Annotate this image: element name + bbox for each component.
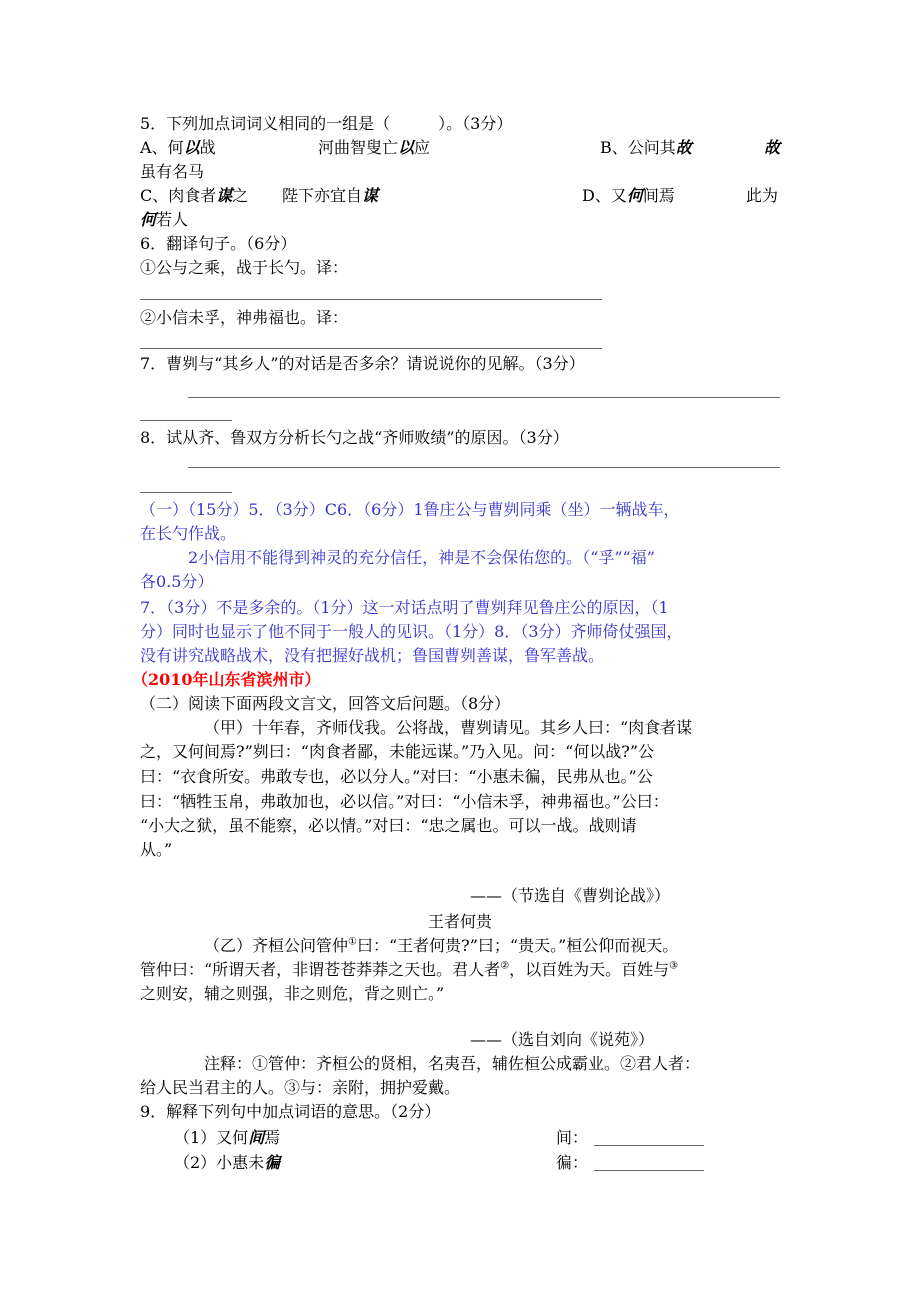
q5-option-c2 [282, 184, 378, 208]
q5-option-a [140, 136, 216, 160]
q5-option-d [582, 184, 675, 208]
q9-item-1-label: 间： [556, 1128, 589, 1147]
q7-answer-line-1[interactable] [188, 397, 780, 398]
jia-source: ——（节选自《曹刿论战》） [470, 886, 671, 905]
yi-line-3: 之则安，辅之则强，非之则危，背之则亡。” [140, 984, 445, 1003]
q6-sentence-2: ②小信未孚，神弗福也。译： [140, 308, 349, 327]
yi-line-1-a: （乙）齐桓公问管仲 [204, 936, 349, 955]
answer-line-2: 在长勺作战。 [140, 524, 237, 543]
q5-b-em1: 故 [675, 138, 692, 157]
q5-a-end: 应 [414, 138, 431, 157]
footnote-ref-2: ② [500, 960, 510, 972]
q6-sentence-1: ①公与之乘，战于长勺。译： [140, 258, 349, 277]
q9-item-2-pre: （2）小惠未 [174, 1153, 265, 1172]
yi-line-1-b: 曰：“王者何贵?”曰；“贵天。”桓公仰而视天。 [356, 936, 679, 955]
jia-line-2: 之，又何间焉?”刿曰：“肉食者鄙，未能远谋。”乃入见。问：“何以战?”公 [140, 742, 655, 761]
q9-item-1-post: 焉 [264, 1128, 281, 1147]
q5-option-d-cont [140, 208, 188, 232]
q5-d-mid: 间焉 [642, 186, 675, 205]
q8-answer-line-1[interactable] [188, 467, 780, 468]
note-line-1: 注释：①管仲：齐桓公的贤相，名夷吾，辅佐桓公成霸业。②君人者： [204, 1054, 701, 1073]
jia-line-3: 曰：“衣食所安。弗敢专也，必以分人。”对曰：“小惠未徧，民弗从也。”公 [140, 767, 653, 786]
q9-stem: 9．解释下列句中加点词语的意思。（2分） [140, 1102, 441, 1121]
q5-option-b-cont: 虽有名马 [140, 162, 205, 181]
yi-line-2-a: 管仲曰：“所谓天者，非谓苍苍莽莽之天也。君人者 [140, 960, 501, 979]
q5-a-em2: 以 [398, 138, 415, 157]
q9-item-2-label: 徧： [556, 1153, 589, 1172]
q8-answer-line-2[interactable] [140, 492, 232, 493]
q5-d-cont: 若人 [156, 210, 189, 229]
q5-a-label: A、何 [140, 138, 184, 157]
q5-option-d2: 此为 [746, 186, 779, 205]
yi-title: 王者何贵 [428, 912, 493, 931]
yi-line-2-b: ，以百姓为天。百姓与 [509, 960, 670, 979]
note-line-2: 给人民当君主的人。③与：亲附，拥护爱戴。 [140, 1078, 461, 1097]
q5-a-b: 河曲智叟亡 [318, 138, 399, 157]
q5-c-b: 陛下亦宜自 [282, 186, 363, 205]
answer-line-6: 分）同时也显示了他不同于一般人的见识。（1分）8．（3分）齐师倚仗强国， [140, 622, 683, 641]
answer-line-5: 7．（3分）不是多余的。（1分）这一对话点明了曹刿拜见鲁庄公的原因，（1 [140, 598, 669, 617]
q5-option-b [600, 136, 692, 160]
q5-b-label: B、公问其 [600, 138, 676, 157]
q7-answer-line-2[interactable] [140, 420, 232, 421]
jia-line-6: 从。” [140, 840, 173, 859]
q5-c-mid: 之 [232, 186, 249, 205]
q5-d-em2: 何 [140, 210, 157, 229]
part2-intro: （二）阅读下面两段文言文，回答文后问题。（8分） [140, 694, 511, 713]
answer-line-1: （一）（15分）5．（3分）C6．（6分）1鲁庄公与曹刿同乘（坐）一辆战车， [140, 500, 680, 519]
q5-option-c [140, 184, 248, 208]
q5-option-b2 [764, 136, 780, 160]
q7-stem: 7．曹刿与“其乡人”的对话是否多余？请说说你的见解。（3分） [140, 354, 585, 373]
yi-source: ——（选自刘向《说苑》） [470, 1030, 655, 1049]
q5-d-em1: 何 [626, 186, 643, 205]
q9-item-2-em: 徧 [264, 1153, 281, 1172]
q5-stem: 5．下列加点词词义相同的一组是（ ）。（3分） [140, 114, 513, 133]
jia-line-4: 曰：“牺牲玉帛，弗敢加也，必以信。”对曰：“小信未孚，神弗福也。”公曰： [140, 792, 669, 811]
q5-a-mid: 战 [199, 138, 216, 157]
q9-answer-line-2[interactable] [594, 1170, 704, 1171]
q9-item-1-em: 间 [248, 1128, 265, 1147]
answer-line-7: 没有讲究战略战术，没有把握好战机；鲁国曹刿善谋，鲁军善战。 [140, 646, 605, 665]
q9-item-1 [174, 1126, 280, 1150]
q5-d-label: D、又 [582, 186, 627, 205]
q9-item-1-pre: （1）又何 [174, 1128, 249, 1147]
jia-line-1: （甲）十年春，齐师伐我。公将战，曹刿请见。其乡人曰：“肉食者谋 [204, 718, 693, 737]
q5-option-a2 [318, 136, 430, 160]
q8-stem: 8．试从齐、鲁双方分析长勺之战“齐师败绩”的原因。（3分） [140, 428, 569, 447]
q6-answer-line-2[interactable] [140, 348, 602, 349]
answer-line-4: 各0.5分） [140, 572, 214, 591]
q5-c-em1: 谋 [216, 186, 233, 205]
q5-b-em2: 故 [764, 138, 781, 157]
q9-item-2 [174, 1151, 280, 1175]
yi-line-1 [204, 934, 678, 958]
footnote-ref-3: ③ [669, 960, 679, 972]
q5-c-label: C、肉食者 [140, 186, 217, 205]
q6-answer-line-1[interactable] [140, 299, 602, 300]
q6-stem: 6．翻译句子。（6分） [140, 234, 297, 253]
footnote-ref-1: ① [348, 936, 357, 948]
q5-c-em2: 谋 [362, 186, 379, 205]
jia-line-5: “小大之狱，虽不能察，必以情。”对曰：“忠之属也。可以一战。战则请 [140, 816, 637, 835]
q5-a-em1: 以 [183, 138, 200, 157]
answer-line-3: 2小信用不能得到神灵的充分信任，神是不会保佑您的。（“孚”“福” [188, 548, 655, 567]
yi-line-2 [140, 958, 678, 982]
q9-answer-line-1[interactable] [594, 1145, 704, 1146]
source-heading: （2010年山东省滨州市） [132, 670, 321, 689]
